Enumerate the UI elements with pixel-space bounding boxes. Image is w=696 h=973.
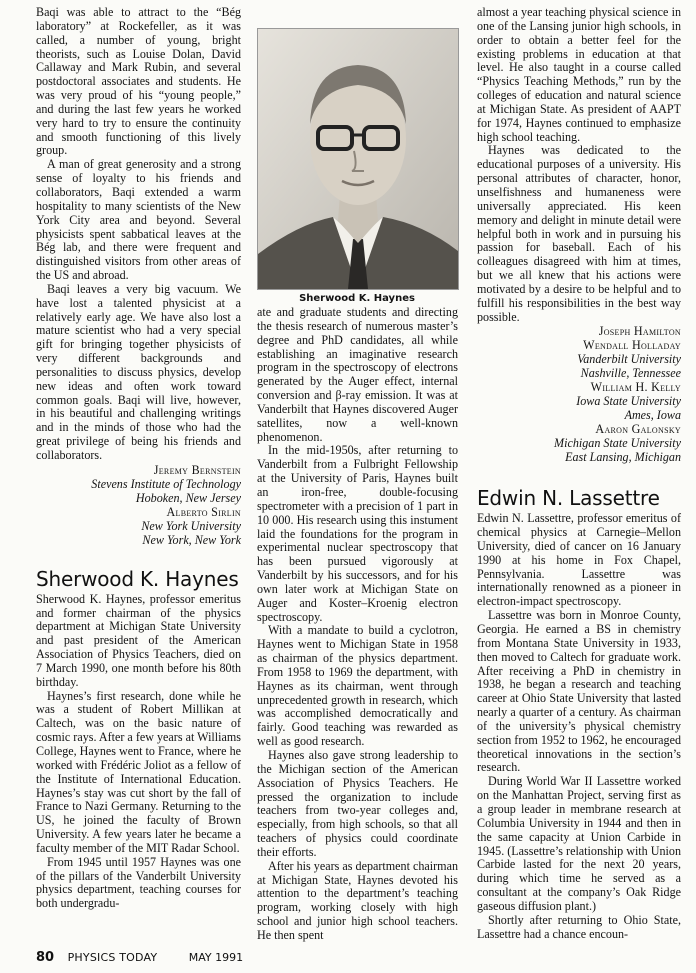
paragraph: After his years as department chairman at Michigan State, Haynes devoted his attention to the department’s teaching program, working closely with high school and junior high school teachers. He then spent <box>257 858 458 942</box>
author-location: Ames, Iowa <box>624 408 681 423</box>
paragraph: During World War II Lassettre worked on the Manhattan Project, serving first as a group leader in membrane research at Columbia University in 1944 and then in the same capacity at Union Carbide in 1945. (Lassettre’s relationship with Union Carbide lasted for the next 20 years, during which time he served as a consultant at the company’s Oak Ridge gaseous diffusion plant.) <box>477 774 681 913</box>
paragraph: Sherwood K. Haynes, professor emeritus and former chairman of the physics department at Michigan State University and past president of the American Association of Physics Teachers, died on 7 March 1990, one month before his 80th birthday. <box>36 591 241 689</box>
author-name: Joseph Hamilton <box>598 324 681 339</box>
page-footer <box>36 950 243 965</box>
author-location: Hoboken, New Jersey <box>135 490 241 505</box>
paragraph: Shortly after returning to Ohio State, Lassettre had a chance encoun- <box>477 912 681 941</box>
paragraph: A man of great generosity and a strong sense of loyalty to his friends and collaborators, Baqi extended a warm hospitality to many scientists of the New York City area and beyond. Several physicists spent sabbatical leaves at the Bég lab, and there were frequent and distinguished visitors from other areas of the US and abroad. <box>36 157 241 283</box>
photo-caption: Sherwood K. Haynes <box>299 293 415 304</box>
author-location: New York, New York <box>142 532 241 547</box>
paragraph: Baqi was able to attract to the “Bég laboratory” at Rockefeller, as it was called, a number of young, bright theorists, such as Louise Dolan, David Callaway and Mark Rubin, and several postdoctoral associates and students. He was very proud of his “young people,” and during the last few years he worked very hard to try to ensure the continuity and smooth functioning of this lively group. <box>36 5 241 158</box>
paragraph: Baqi leaves a very big vacuum. We have lost a talented physicist at a relatively early age. We have also lost a mature scientist who had a very special gift for bringing together physicists of very different backgrounds and personalities to discuss physics, develop new ideas and often work toward common goals. Baqi will live, however, in his beautiful and challenging writings and in the minds of those who had the great privilege of being his friends and collaborators. <box>36 281 241 462</box>
signature-block <box>36 463 241 547</box>
issue-date: MAY 1991 <box>188 951 244 964</box>
author-name: Jeremy Bernstein <box>153 462 241 477</box>
paragraph: Haynes was dedicated to the educational purposes of a university. His personal attributes of character, honor, unselfishness and humaneness were universally appreciated. His keen memory and delight in minute detail were helpful both in work and in pursuing his passion for baseball. Each of his colleagues disagreed with him at times, but we all knew that his actions were motivated by a desire to be helpful and to fulfill his responsibilities in the best way possible. <box>477 143 681 324</box>
author-name: William H. Kelly <box>590 380 681 395</box>
author-name: Alberto Sirlin <box>166 504 241 519</box>
obituary-heading: Sherwood K. Haynes <box>36 566 239 591</box>
author-institution: Vanderbilt University <box>577 352 681 367</box>
paragraph: In the mid-1950s, after returning to Vanderbilt from a Fulbright Fellowship at the University of Paris, Haynes built an iron-free, double-focusing spectrometer with a precision of 1 part in 10 000. His research using this instument laid the foundations for the program in experimental nuclear spectroscopy that has been pursued vigorously at Vanderbilt by his successors, and for his own later work at Michigan State on Auger and Koster–Kroenig electron spectroscopy. <box>257 443 458 624</box>
paragraph: From 1945 until 1957 Haynes was one of the pillars of the Vanderbilt University physics department, teaching courses for both undergradu- <box>36 854 241 911</box>
author-location: East Lansing, Michigan <box>565 450 681 465</box>
paragraph: Lassettre was born in Monroe County, Georgia. He earned a BS in chemistry from Montana State University in 1933, then moved to Caltech for graduate work. After receiving a PhD in chemistry in 1938, he began a research and teaching career at Ohio State University that lasted nearly a quarter of a century. As chairman of the university’s physical chemistry section from 1952 to 1962, he encouraged theoretical innovations in the section’s research. <box>477 608 681 775</box>
author-institution: Stevens Institute of Technology <box>91 476 241 491</box>
column-right <box>477 6 681 941</box>
signature-block <box>477 324 681 464</box>
author-name: Aaron Galonsky <box>595 422 681 437</box>
paragraph: Edwin N. Lassettre, professor emeritus of chemical physics at Carnegie–Mellon University, died of cancer on 16 January 1990 at his home in Fox Chapel, Pennsylvania. Lassettre was internationally renowned as a pioneer in electron-impact spectroscopy. <box>477 511 681 609</box>
magazine-name: PHYSICS TODAY <box>67 951 158 964</box>
author-institution: Michigan State University <box>554 436 681 451</box>
portrait-illustration <box>258 29 458 289</box>
author-institution: New York University <box>141 518 241 533</box>
paragraph: ate and graduate students and directing the thesis research of numerous master’s degree and PhD candidates, all while establishing an imaginative research program in the spectroscopy of electrons generated by the Auger effect, internal conversion and β-ray emission. It was at Vanderbilt that Haynes discovered Auger satellites, now a well-known phenomenon. <box>257 305 458 444</box>
author-location: Nashville, Tennessee <box>580 366 681 381</box>
column-middle <box>257 306 458 943</box>
paragraph: Haynes’s first research, done while he was a student of Robert Millikan at Caltech, was on the basic nature of cosmic rays. After a few years at Williams College, Haynes went to France, where he worked with Frédéric Joliot as a fellow of the Institute of International Education. Haynes’s stay was cut short by the fall of France to Nazi Germany. Returning to the US, he joined the faculty of Brown University. A few years later he became a faculty member of the MIT Radar School. <box>36 688 241 855</box>
paragraph: almost a year teaching physical science in one of the Lansing junior high schools, in order to obtain a better feel for the existing problems in education at that level. He also taught in a course called “Physics Teaching Methods,” run by the colleges of education and natural science at Michigan State. As president of AAPT for 1974, Haynes continued to emphasize high school teaching. <box>477 5 681 144</box>
portrait-photo <box>257 28 459 290</box>
author-name: Wendall Holladay <box>583 338 681 353</box>
page-number: 80 <box>36 950 55 965</box>
obituary-heading: Edwin N. Lassettre <box>477 486 660 511</box>
column-left <box>36 6 241 911</box>
paragraph: Haynes also gave strong leadership to the Michigan section of the American Association of Physics Teachers. He pressed the organization to include teachers from two-year colleges and, especially, from high schools, so that all teachers of physics could coordinate their efforts. <box>257 748 458 859</box>
author-institution: Iowa State University <box>576 394 681 409</box>
paragraph: With a mandate to build a cyclotron, Haynes went to Michigan State in 1958 as chairman of the physics department. From 1958 to 1969 the department, with Haynes as its chairman, went through unprecedented growth in research, which was accomplished democratically and fairly. Good teaching was rewarded as well as good research. <box>257 623 458 749</box>
